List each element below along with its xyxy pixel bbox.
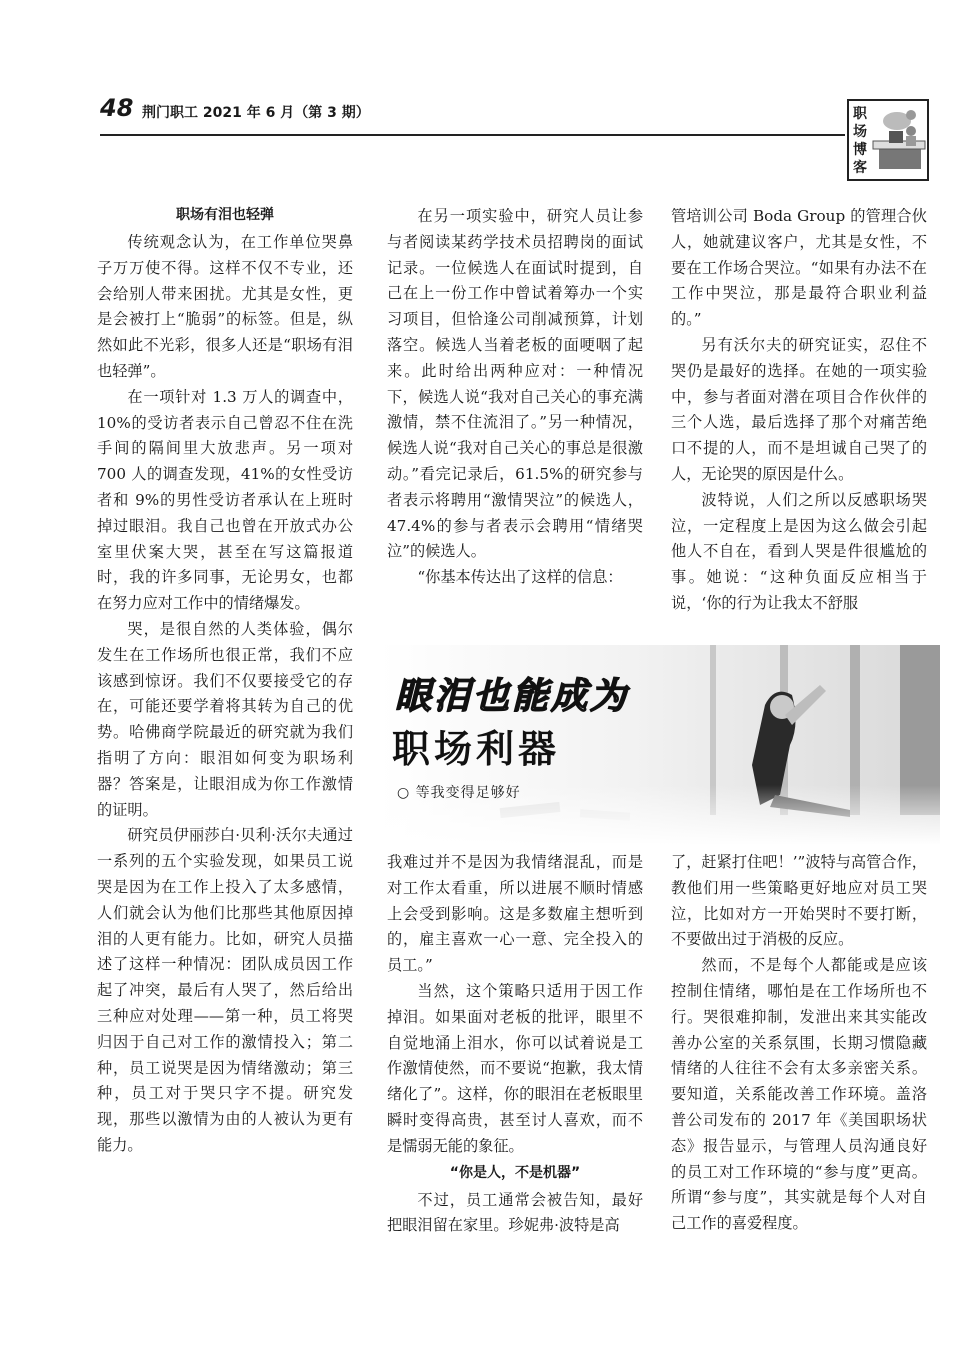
paragraph: 传统观念认为，在工作单位哭鼻子万万使不得。这样不仅不专业，还会给别人带来困扰。尤其是女性，更是会被打上“脆弱”的标签。但是，纵然如此不光彩，很多人还是“职场有泪也轻弹”。: [97, 233, 353, 380]
column-2-top: [387, 204, 643, 591]
paragraph: 在另一项实验中，研究人员让参与者阅读某药学技术员招聘岗的面试记录。一位候选人在面试时提到，自己在上一份工作中曾试着筹办一个实习项目，但恰逢公司削减预算，计划落空。候选人当着老板的面哽咽了起来。此时给出两种应对：一种情况下，候选人说“我对自己关心的事充满激情，禁不住流泪了。”另一种情况，候选人说“我对自己关心的事总是很激动。”看完记录后，61.5%的研究参与者表示将聘用“激情哭泣”的候选人，47.4%的参与者表示会聘用“情绪哭泣”的候选人。: [387, 207, 643, 561]
section-badge: [847, 99, 929, 181]
column-3-bottom: [671, 850, 927, 1237]
paragraph: “你基本传达出了这样的信息：: [417, 568, 623, 587]
column-2-bottom: [387, 850, 643, 1239]
article-byline: ○ 等我变得足够好: [397, 785, 521, 801]
paragraph: 波特说，人们之所以反感职场哭泣，一定程度上是因为这么做会引起他人不自在，看到人哭是件很尴尬的事。她说：“这种负面反应相当于说，‘你的行为让我太不舒服: [671, 490, 927, 612]
subheading-2: “你是人，不是机器”: [449, 1164, 581, 1181]
paragraph: 当然，这个策略只适用于因工作掉泪。如果面对老板的批评，眼里不自觉地涌上泪水，你可以试着说是工作激情使然，而不要说“抱歉，我太情绪化了”。这样，你的眼泪在老板眼里瞬时变得高贵，甚至讨人喜欢，而不是懦弱无能的象征。: [387, 981, 643, 1155]
paragraph: 研究员伊丽莎白·贝利·沃尔夫通过一系列的五个实验发现，如果员工说哭是因为在工作上投入了太多感情，人们就会认为他们比那些其他原因掉泪的人更有能力。比如，研究人员描述了这样一种情况：团队成员因工作起了冲突，最后有人哭了，然后给出三种应对处理——第一种，员工将哭归因于自己对工作的激情投入；第二种，员工说哭是因为情绪激动；第三种，员工对于哭只字不提。研究发现，那些以激情为由的人被认为更有能力。: [97, 826, 353, 1154]
column-1: [97, 204, 353, 1159]
subheading-1: 职场有泪也轻弹: [176, 207, 274, 223]
paragraph: 管培训公司 Boda Group 的管理合伙人，她就建议客户，尤其是女性，不要在工作场合哭泣。“如果有办法不在工作中哭泣，那是最符合职业利益的。”: [671, 207, 927, 329]
paragraph: 了，赶紧打住吧！’”波特与高管合作，教他们用一些策略更好地应对员工哭泣，比如对方一开始哭时不要打断，不要做出过于消极的反应。: [671, 853, 927, 949]
column-3-top: [671, 204, 927, 617]
paragraph: 然而，不是每个人都能或是应该控制住情绪，哪怕是在工作场所也不行。哭很难抑制，发泄出来其实能改善办公室的关系氛围，长期习惯隐藏情绪的人往往不会有太多亲密关系。要知道，关系能改善工作环境。盖洛普公司发布的 2017 年《美国职场状态》报告显示，与管理人员沟通良好的员工对工作环境的“参与度”更高。所谓“参与度”，其实就是每个人对自己工作的喜爱程度。: [671, 956, 927, 1233]
header-rule: [100, 134, 845, 136]
paragraph: 另有沃尔夫的研究证实，忍住不哭仍是最好的选择。在她的一项实验中，参与者面对潜在项目合作伙伴的三个人选，最后选择了那个对痛苦绝口不提的人，而不是坦诚自己哭了的人，无论哭的原因是什么。: [671, 335, 927, 483]
article-title-line-2: 职场利器: [392, 727, 561, 771]
paragraph: 在一项针对 1.3 万人的调查中，10%的受访者表示自己曾忍不住在洗手间的隔间里大放悲声。另一项对 700 人的调查发现，41%的女性受访者和 9%的男性受访者承认在上班时掉过眼泪。我自己也曾在开放式办公室里伏案大哭，甚至在写这篇报道时，我的许多同事，无论男女，也都在努力应对工作中的情绪爆发。: [97, 387, 353, 613]
article-title-line-1: 眼泪也能成为: [395, 676, 630, 717]
paragraph: 不过，员工通常会被告知，最好把眼泪留在家里。珍妮弗·波特是高: [387, 1190, 643, 1235]
paragraph: 我难过并不是因为我情绪混乱，而是对工作太看重，所以进展不顺时情感上会受到影响。这是多数雇主想听到的，雇主喜欢一心一意、完全投入的员工。”: [387, 853, 643, 975]
paragraph: 哭，是很自然的人类体验，偶尔发生在工作场所也很正常，我们不应该感到惊讶。我们不仅要接受它的存在，可能还要学着将其转为自己的优势。哈佛商学院最近的研究就为我们指明了方向：眼泪如何变为职场利器？答案是，让眼泪成为你工作激情的证明。: [97, 619, 353, 819]
page-number: 48: [100, 94, 134, 122]
section-badge-label: 职场博客: [853, 106, 867, 176]
publication-title: 荆门职工 2021 年 6 月（第 3 期）: [142, 105, 370, 121]
